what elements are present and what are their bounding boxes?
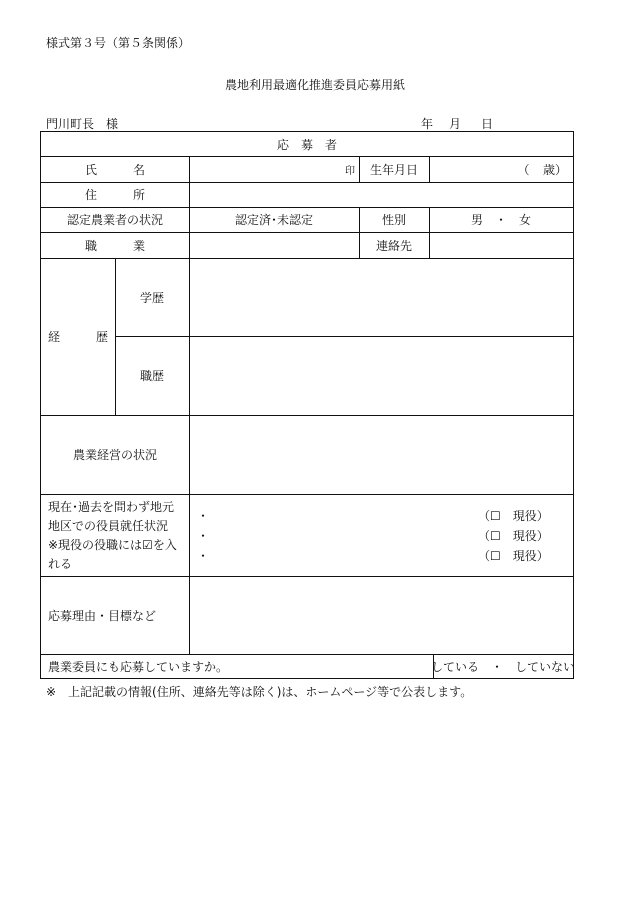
occupation-field[interactable] bbox=[189, 232, 359, 258]
officer-roles-label-line: ※現役の役職には☑を入 bbox=[48, 538, 177, 552]
officer-roles-label-line: れる bbox=[48, 557, 73, 571]
address-label: 住 所 bbox=[84, 188, 145, 202]
date-month-label: 月 bbox=[449, 117, 462, 131]
officer-role-bullet: ・ bbox=[197, 529, 210, 543]
addressee: 門川町長 様 bbox=[46, 117, 119, 131]
contact-label: 連絡先 bbox=[375, 238, 412, 253]
name-label: 氏 名 bbox=[84, 162, 145, 177]
address-field[interactable] bbox=[189, 182, 573, 207]
publication-notice: ※ 上記記載の情報(住所、連絡先等は除く)は、ホームページ等で公表します。 bbox=[46, 685, 473, 699]
officer-role-bullet: ・ bbox=[197, 509, 210, 523]
contact-field[interactable] bbox=[429, 232, 573, 258]
officer-roles-label-line: 現在･過去を問わず地元 bbox=[48, 500, 175, 514]
farming-status-field[interactable] bbox=[189, 415, 573, 494]
date-day-label: 日 bbox=[481, 117, 494, 131]
current-role-checkbox[interactable]: （☐ 現役） bbox=[478, 549, 549, 563]
career-label: 経 歴 bbox=[47, 330, 108, 344]
birth-date-label: 生年月日 bbox=[369, 162, 418, 177]
application-reason-field[interactable] bbox=[189, 576, 573, 654]
occupation-label: 職 業 bbox=[84, 238, 145, 253]
certified-farmer-label: 認定農業者の状況 bbox=[66, 213, 163, 227]
date-year-label: 年 bbox=[421, 117, 434, 131]
education-label: 学歴 bbox=[139, 290, 164, 305]
gender-label: 性別 bbox=[381, 213, 406, 227]
agricultural-committee-question: 農業委員にも応募していますか。 bbox=[48, 659, 229, 674]
page-title: 農地利用最適化推進委員応募用紙 bbox=[224, 78, 405, 92]
gender-choice[interactable]: 男 ・ 女 bbox=[470, 213, 531, 227]
age-unit: 歳） bbox=[542, 162, 567, 177]
name-field[interactable] bbox=[189, 156, 359, 182]
education-field[interactable] bbox=[189, 258, 573, 336]
application-reason-label: 応募理由・目標など bbox=[48, 608, 157, 623]
age-open-paren: （ bbox=[517, 162, 530, 177]
officer-roles-label bbox=[41, 494, 189, 576]
section-title: 応 募 者 bbox=[276, 137, 337, 152]
agricultural-committee-answer[interactable]: している ・ していない bbox=[431, 659, 576, 674]
certified-farmer-choice[interactable]: 認定済･未認定 bbox=[234, 213, 313, 227]
form-number: 様式第３号（第５条関係） bbox=[46, 36, 191, 50]
officer-roles-label-line: 地区での役員就任状況 bbox=[48, 519, 169, 533]
farming-status-label: 農業経営の状況 bbox=[72, 448, 157, 462]
officer-role-bullet: ・ bbox=[197, 549, 210, 563]
current-role-checkbox[interactable]: （☐ 現役） bbox=[478, 529, 549, 543]
application-form-table bbox=[40, 131, 574, 679]
current-role-checkbox[interactable]: （☐ 現役） bbox=[478, 509, 549, 523]
work-history-field[interactable] bbox=[189, 336, 573, 415]
seal-mark: 印 bbox=[345, 165, 355, 177]
work-history-label: 職歴 bbox=[139, 369, 164, 383]
